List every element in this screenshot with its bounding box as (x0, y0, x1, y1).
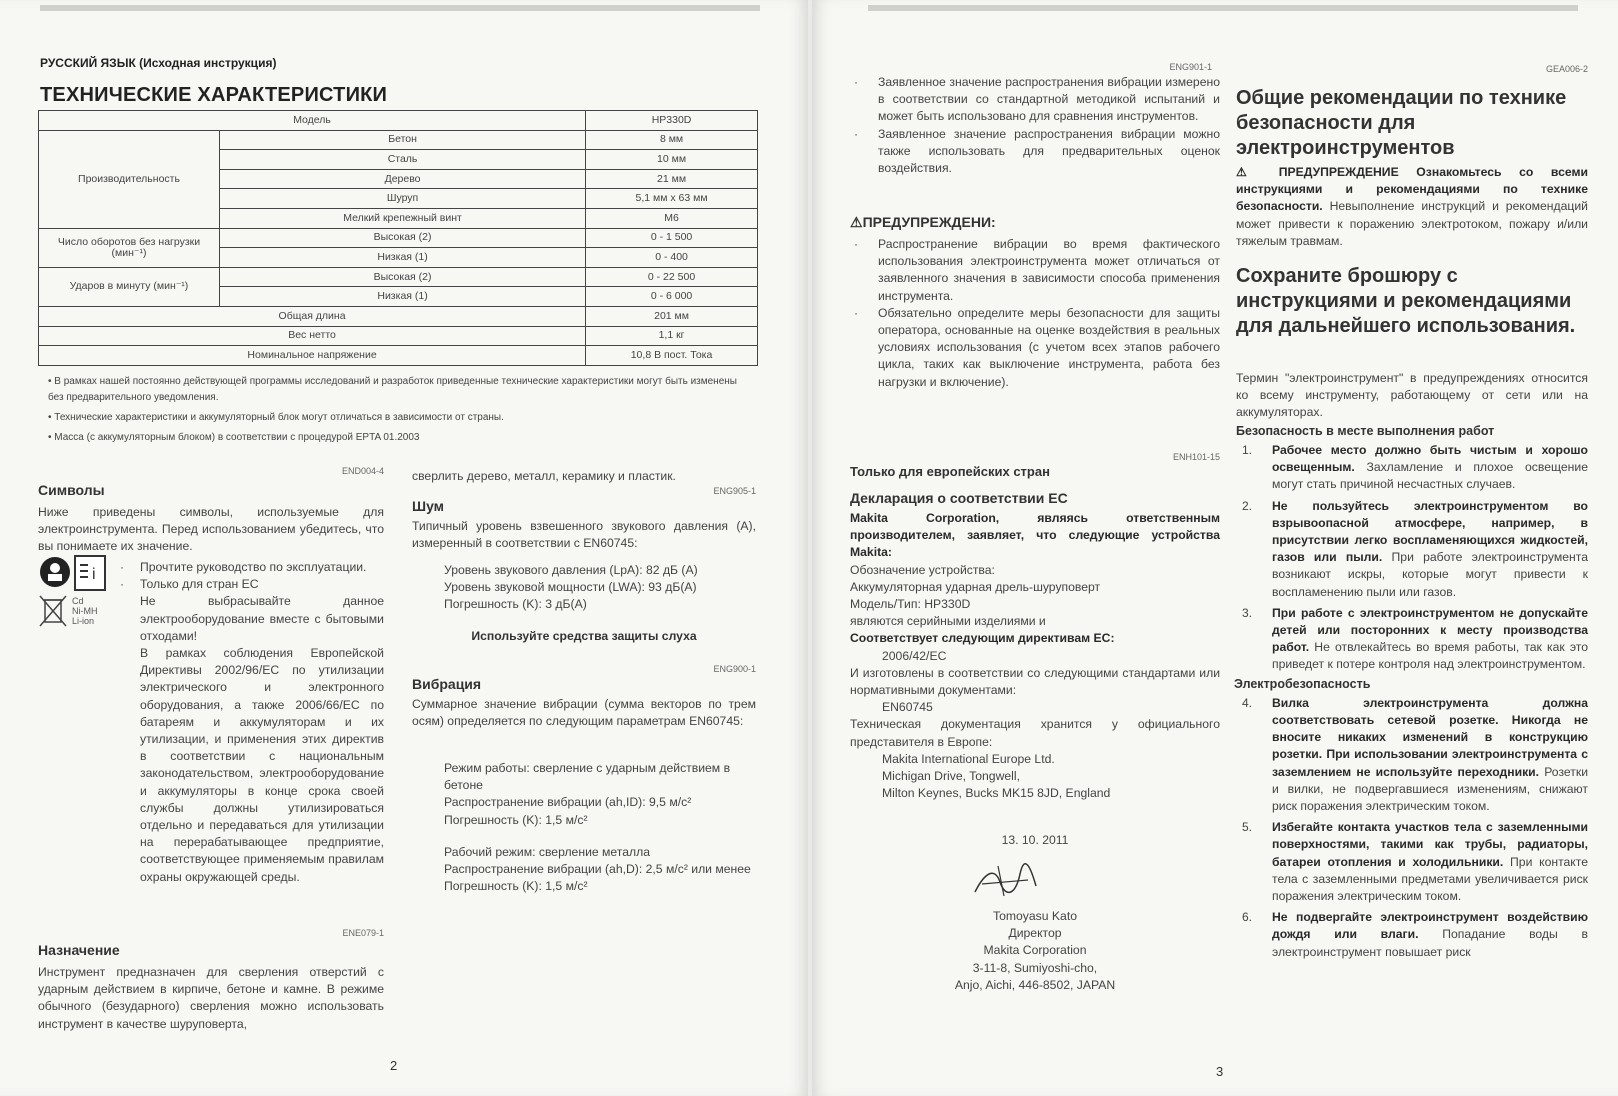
list-item (1236, 819, 1588, 905)
spec-value: 0 - 400 (586, 248, 758, 268)
signature-image (970, 862, 1040, 907)
item-bold: Избегайте контакта участков тела с заземленными поверхностями, такими как трубы, радиаторы, батареи отопления и холодильники. (1272, 820, 1588, 869)
vibration-mode1-label: Режим работы: сверление с ударным действием в бетоне (444, 761, 731, 793)
doc-code: ENG900-1 (713, 664, 756, 674)
safety-heading: Общие рекомендации по технике безопасности для электроинструментов (1236, 87, 1567, 159)
signer-address-line: 3-11-8, Sumiyoshi-cho, (972, 960, 1098, 975)
symbol-directive-text: В рамках соблюдения Европейской Директивы 2002/96/EC по утилизации электрического и электронного оборудования, а также 2006/66/EC по батареям и аккумуляторам и их утилизации, и применения этих директив в соответствии с национальным законодательством, электрооборудование и аккумуляторы в конце срока своей службы должны утилизироваться отдельно и передаваться для утилизации на перерабатывающее предприятие, соответствующее применяемым правилам охраны окружающей среды. (140, 646, 384, 884)
table-row (39, 326, 758, 346)
declaration-docs: Техническая документация хранится у официального представителя в Европе: (850, 717, 1220, 749)
doc-code: ENG901-1 (1169, 62, 1212, 72)
warning-icon: ⚠ (850, 214, 863, 230)
spec-value: HP330D (586, 111, 758, 131)
signer-title: Директор (1008, 926, 1062, 941)
list-item (1236, 909, 1588, 961)
noise-values (444, 562, 756, 614)
spec-notes (48, 374, 748, 450)
purpose-heading: Назначение (38, 942, 120, 958)
warning-heading-text: ПРЕДУПРЕЖДЕНИ: (862, 214, 996, 230)
item-text: Не отвлекайтесь во время работы, так как это приведет к потере контроля над электроинструментом. (1272, 640, 1588, 672)
table-row (39, 228, 758, 248)
safety-warning-text: Невыполнение инструкций и рекомендаций может привести к поражению электротоком, пожару и/или тяжелым травмам. (1236, 199, 1588, 248)
declaration-standard: EN60745 (882, 700, 933, 715)
battery-chem-labels (72, 596, 98, 626)
item-number: 6. (1242, 910, 1253, 925)
noise-heading: Шум (412, 498, 445, 514)
safety-items (1236, 442, 1588, 961)
spec-label: Общая длина (39, 306, 586, 326)
declaration-body (850, 510, 1220, 802)
page-number: 2 (390, 1058, 398, 1073)
item-bold: Не подвергайте электроинструмент воздействию дождя или влаги. (1272, 910, 1588, 942)
declaration-heading: Декларация о соответствии ЕС (850, 490, 1068, 506)
item-text: При работе электроинструмента возникают искры, которые могут привести к воспламенению пыли или газов. (1272, 550, 1589, 599)
symbols-heading: Символы (38, 482, 105, 498)
doc-code: ENH101-15 (1172, 452, 1220, 462)
term-definition: Термин "электроинструмент" в предупреждениях относится ко всему инструменту, работающему от сети или на аккумуляторах. (1236, 371, 1588, 420)
top-rule (40, 5, 760, 11)
spec-value: 21 мм (586, 169, 758, 189)
spec-label: Производительность (39, 130, 220, 228)
vibration-mode2-label: Рабочий режим: сверление металла (444, 845, 651, 859)
doc-code: ENG905-1 (713, 486, 756, 496)
spec-value: 201 мм (586, 306, 758, 326)
table-row (39, 130, 758, 150)
symbol-bullet-text: Только для стран ЕС (140, 577, 259, 592)
spec-table-wrap (38, 110, 758, 366)
symbol-disposal-text: Не выбрасывайте данное электрооборудование вместе с бытовыми отходами! (140, 594, 384, 643)
eu-only-label: Только для европейских стран (850, 464, 1050, 479)
table-row (39, 346, 758, 366)
item-bold: При работе с электроинструментом не допускайте детей или посторонних к месту производства работ. (1272, 605, 1588, 655)
declaration-address-line: Michigan Drive, Tongwell, (882, 769, 1020, 784)
right-page (812, 0, 1618, 1096)
declaration-serial: являются серийными изделиями и (850, 614, 1046, 629)
spec-label: Номинальное напряжение (39, 346, 586, 366)
page-number: 3 (1216, 1064, 1224, 1079)
top-rule (868, 5, 1578, 11)
noise-power: Уровень звуковой мощности (LWA): 93 дБ(A) (444, 580, 697, 595)
noload-label: Число оборотов без нагрузки (57, 235, 201, 248)
spec-label: Бетон (220, 130, 586, 150)
vibration-mode2 (444, 844, 756, 896)
signer-block (850, 908, 1220, 994)
spec-note: • Технические характеристики и аккумуляторный блок могут отличаться в зависимости от страны. (48, 412, 504, 423)
svg-text:i: i (92, 566, 96, 583)
electric-heading: Электробезопасность (1234, 676, 1371, 691)
item-text: При контакте тела с заземленными предметами увеличивается риск поражения электрическим током. (1272, 854, 1588, 904)
declaration-designation: Аккумуляторная ударная дрель-шуруповерт (850, 579, 1101, 594)
spec-value: M6 (586, 208, 758, 228)
declaration-standards: И изготовлены в соответствии со следующими стандартами или нормативными документами: (850, 665, 1220, 698)
declaration-date: 13. 10. 2011 (1001, 833, 1069, 847)
spec-label: Ударов в минуту (мин⁻¹) (39, 267, 220, 306)
doc-code: ENE079-1 (342, 928, 384, 938)
table-row (39, 111, 758, 131)
spec-value: 1,1 кг (586, 326, 758, 346)
spec-label: Сталь (220, 150, 586, 170)
noise-pressure: Уровень звукового давления (LpA): 82 дБ (A) (444, 563, 698, 577)
spec-note: • Масса (с аккумуляторным блоком) в соответствии с процедурой EPTA 01.2003 (48, 432, 420, 443)
spec-label: Высокая (2) (220, 228, 586, 248)
keep-manual-heading: Сохраните брошюру с инструкциями и рекомендациями для дальнейшего использования. (1236, 265, 1576, 337)
symbol-read-manual: · Прочтите руководство по эксплуатации. · Только для стран ЕС Не выбрасывайте данное электрооборудование вместе с бытовыми отходами! В рамках соблюдения Европейской Директивы 2002/96/EC по утилизации электрического и электронного оборудования, а также 2006/66/EC по батареям и аккумуляторам и их утилизации, и применения этих директив в соответствии с национальным законодательством, электрооборудование и аккумуляторы в конце срока своей службы должны утилизироваться отдельно и передаваться для утилизации на перерабатывающее предприятие, соответствующее применяемым правилам охраны окружающей среды. (120, 559, 384, 886)
vibration-intro: Суммарное значение вибрации (сумма векторов по трем осям) определяется по следующим параметрам EN60745: (412, 697, 756, 729)
list-item (1236, 695, 1588, 815)
spec-label: Низкая (1) (220, 248, 586, 268)
battery-nimh-label: Ni-MH (72, 606, 98, 616)
declaration-complies: Соответствует следующим директивам ЕС: (850, 631, 1115, 646)
symbol-bullet-text: Прочтите руководство по эксплуатации. (140, 560, 367, 574)
list-item (1236, 605, 1588, 674)
purpose-continuation: сверлить дерево, металл, керамику и пластик. (412, 469, 676, 483)
declaration-manufacturer: Makita Corporation, являясь ответственным производителем, заявляет, что следующие устройства Makita: (850, 511, 1220, 560)
vib-declared-list (844, 74, 1220, 177)
read-manual-icon (40, 557, 70, 587)
symbols-intro: Ниже приведены символы, используемые для электроинструмента. Перед использованием убедитесь, что вы понимаете их значение. (38, 505, 384, 554)
spec-label (39, 228, 220, 267)
signer-company: Makita Corporation (983, 943, 1087, 958)
spec-label: Мелкий крепежный винт (220, 208, 586, 228)
declaration-designation-label: Обозначение устройства: (850, 562, 995, 577)
spec-value: 8 мм (586, 130, 758, 150)
item-number: 5. (1242, 820, 1253, 835)
noise-intro: Типичный уровень взвешенного звукового давления (A), измеренный в соответствии с EN60745: (412, 519, 756, 551)
safety-warning (1236, 164, 1588, 250)
list-item (1236, 498, 1588, 601)
noise-uncertainty: Погрешность (K): 3 дБ(A) (444, 597, 587, 612)
spec-value: 10 мм (586, 150, 758, 170)
declaration-directive: 2006/42/EC (882, 648, 947, 663)
vibration-warning-heading (850, 214, 996, 231)
spec-value: 10,8 В пост. Тока (586, 346, 758, 366)
crossed-bin-icon (38, 594, 68, 628)
left-page (0, 0, 808, 1096)
spec-label: Модель (39, 111, 586, 131)
item-number: 4. (1242, 695, 1253, 710)
manual-page-icon (74, 555, 106, 591)
language-header: РУССКИЙ ЯЗЫК (Исходная инструкция) (40, 56, 277, 70)
battery-liion-label: Li-ion (72, 616, 95, 626)
list-item: · Распространение вибрации во время фактического использования электроинструмента может отличаться от заявленного значения в зависимости способа применения инструмента. (844, 236, 1220, 305)
item-text: Попадание воды в электроинструмент повышает риск (1272, 927, 1588, 959)
spec-value: 0 - 1 500 (586, 228, 758, 248)
item-number: 2. (1242, 498, 1253, 513)
noload-unit: (мин⁻¹) (111, 246, 147, 259)
table-row (39, 267, 758, 287)
spec-value: 5,1 мм x 63 мм (586, 189, 758, 209)
item-bold: Рабочее место должно быть чистым и хорошо освещенным. (1272, 443, 1588, 475)
item-bold: Не пользуйтесь электроинструментом во взрывоопасной атмосфере, например, в присутствии легко воспламеняющихся жидкостей, газов или пыли. (1272, 498, 1588, 565)
doc-code: END004-4 (341, 466, 384, 476)
declaration-address-line: Milton Keynes, Bucks MK15 8JD, England (882, 786, 1111, 801)
vibration-mode1-uncertainty: Погрешность (K): 1,5 м/с² (444, 812, 588, 827)
hearing-protection-warning: Используйте средства защиты слуха (471, 629, 697, 643)
declaration-model: Модель/Тип: HP330D (850, 597, 971, 612)
vibration-mode2-emission: Распространение вибрации (ah,D): 2,5 м/с² или менее (444, 862, 751, 877)
item-number: 1. (1242, 443, 1253, 457)
list-item (1236, 442, 1588, 494)
spec-note: • В рамках нашей постоянно действующей программы исследований и разработок приведенные технические характеристики могут быть изменены без предварительного уведомления. (48, 376, 737, 403)
vibration-warning-list (844, 236, 1220, 391)
table-row (39, 306, 758, 326)
vibration-heading: Вибрация (412, 676, 482, 692)
vibration-mode1 (444, 760, 756, 829)
list-item: · Обязательно определите меры безопасности для защиты оператора, основанные на оценке воздействия в реальных условиях использования (с учетом всех этапов рабочего цикла, таких как выключение инструмента, работа без нагрузки и включение). (844, 305, 1220, 391)
spec-value: 0 - 6 000 (586, 287, 758, 307)
doc-code: GEA006-2 (1545, 64, 1588, 74)
purpose-text: Инструмент предназначен для сверления отверстий с ударным действием в кирпиче, бетоне и камне. В режиме обычного (безударного) сверления можно использовать инструмент в качестве шуруповерта, (38, 965, 384, 1031)
declaration-address-line: Makita International Europe Ltd. (882, 751, 1055, 766)
item-text: Розетки и вилки, не подвергавшиеся изменениям, снижают риск поражения электрическим током. (1272, 764, 1588, 814)
spec-label: Дерево (220, 169, 586, 189)
signer-address-line: Anjo, Aichi, 446-8502, JAPAN (954, 977, 1116, 992)
signer-name: Tomoyasu Kato (992, 909, 1077, 923)
vibration-mode2-uncertainty: Погрешность (K): 1,5 м/с² (444, 879, 588, 894)
spec-table (38, 110, 758, 366)
spec-label: Шуруп (220, 189, 586, 209)
battery-cd-label: Cd (72, 596, 84, 606)
item-number: 3. (1242, 605, 1253, 620)
workplace-heading: Безопасность в месте выполнения работ (1236, 424, 1495, 438)
spec-title: ТЕХНИЧЕСКИЕ ХАРАКТЕРИСТИКИ (40, 84, 388, 106)
safety-warning-label: ПРЕДУПРЕЖДЕНИЕ (1278, 165, 1399, 179)
item-text: Захламление и плохое освещение могут стать причиной несчастных случаев. (1272, 460, 1588, 492)
vibration-mode1-emission: Распространение вибрации (ah,ID): 9,5 м/с² (444, 795, 692, 810)
warning-icon: ⚠ (1236, 165, 1262, 179)
spec-label: Низкая (1) (220, 287, 586, 307)
item-bold: Вилка электроинструмента должна соответствовать сетевой розетке. Никогда не вносите никаких изменений в конструкцию розетки. При использовании электроинструмента с заземлением не используйте переходники. (1272, 695, 1588, 779)
list-item: · Заявленное значение распространения вибрации можно также использовать для предварительных оценок воздействия. (844, 126, 1220, 178)
spec-label: Высокая (2) (220, 267, 586, 287)
safety-warning-bold: Ознакомьтесь со всеми инструкциями и рекомендациями по технике безопасности. (1236, 165, 1588, 214)
spec-value: 0 - 22 500 (586, 267, 758, 287)
list-item: · Заявленное значение распространения вибрации измерено в соответствии со стандартной методикой испытаний и может быть использовано для сравнения инструментов. (844, 74, 1220, 126)
spec-label: Вес нетто (39, 326, 586, 346)
